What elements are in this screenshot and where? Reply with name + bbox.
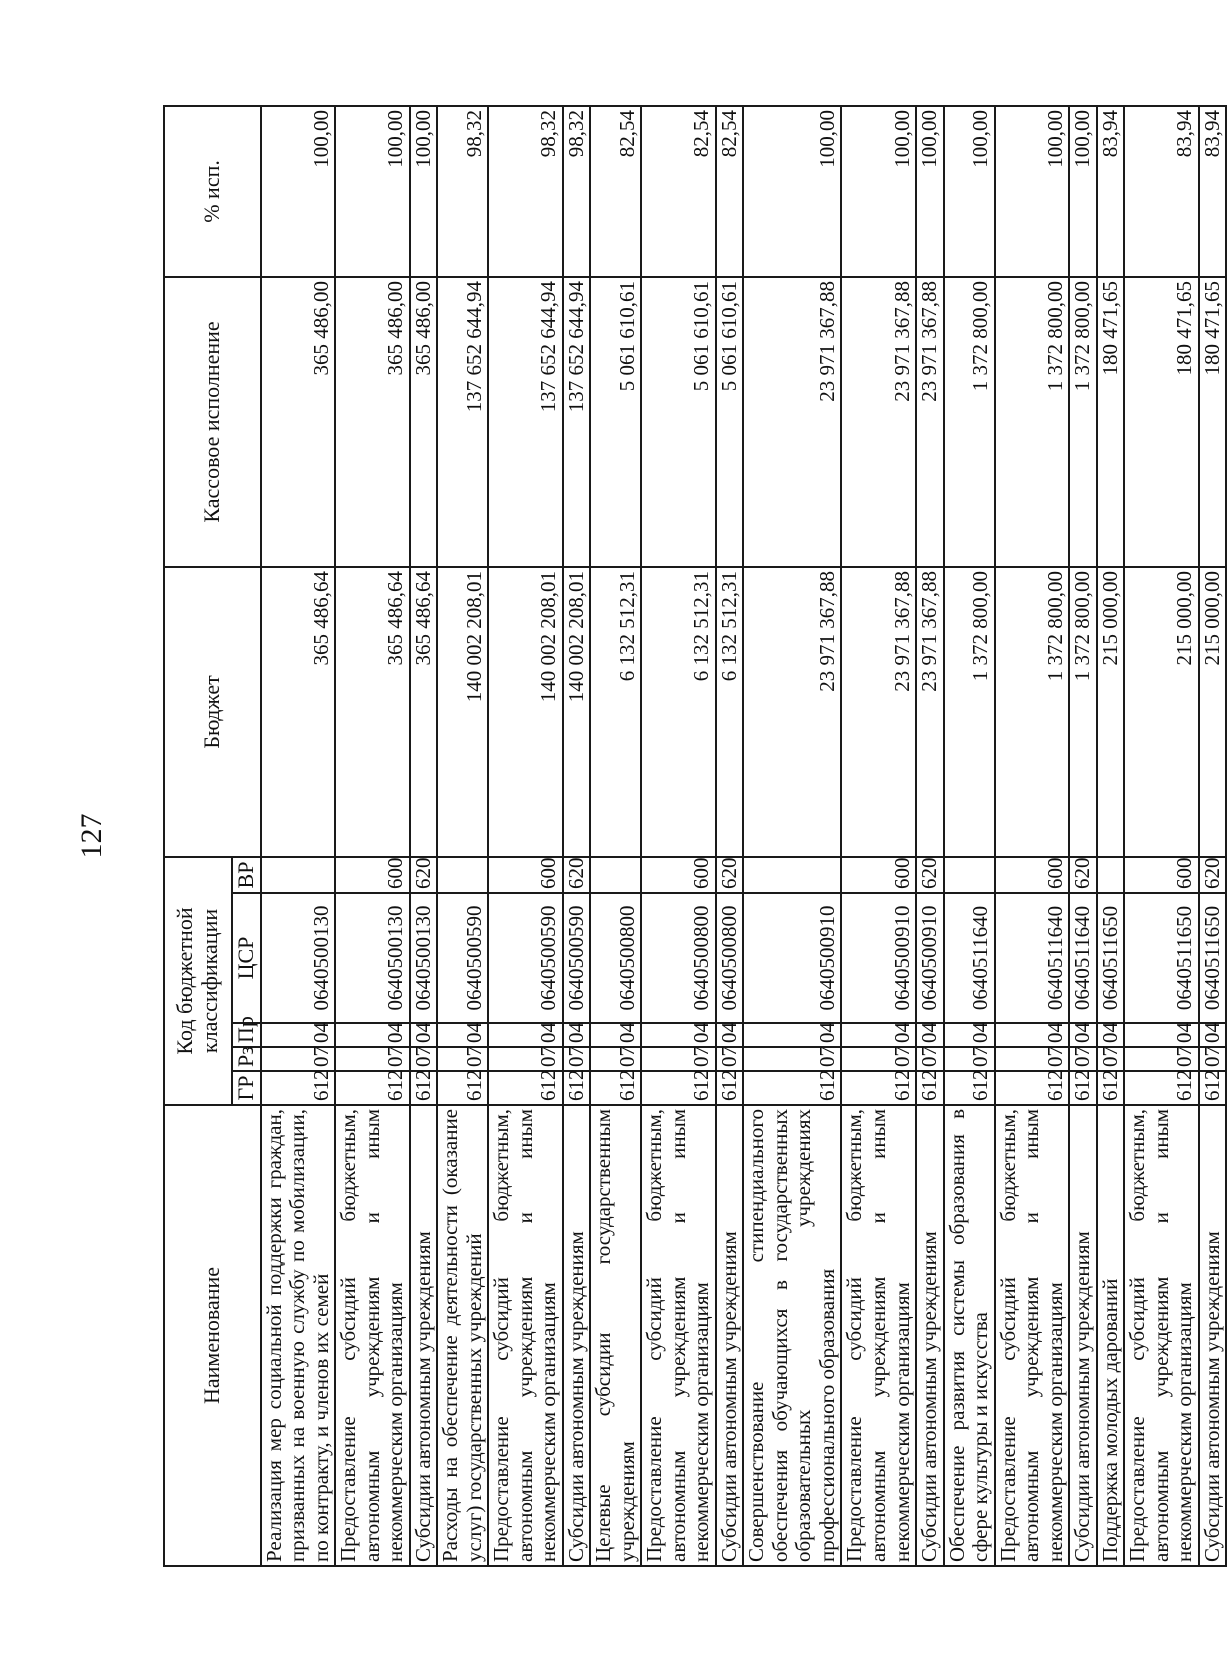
- table-cell-pct: 82,54: [641, 106, 716, 277]
- table-cell-vr: [590, 857, 641, 893]
- table-cell-name: Обеспечение развития системы образования в сфере культуры и искусства: [944, 1105, 995, 1566]
- table-cell-rz: 07: [916, 1047, 944, 1071]
- table-cell-csr: 0640500910: [841, 893, 916, 1023]
- table-cell-gr: 612: [437, 1071, 488, 1105]
- table-cell-name: Целевые субсидии государственным учреждениям: [590, 1105, 641, 1566]
- table-cell-rz: 07: [995, 1047, 1070, 1071]
- table-cell-vr: [261, 857, 336, 893]
- table-cell-gr: 612: [916, 1071, 944, 1105]
- table-cell-gr: 612: [641, 1071, 716, 1105]
- table-cell-name: Совершенствование стипендиального обеспечения обучающихся в государственных образовательных учреждениях профессионального образования: [743, 1105, 841, 1566]
- table-cell-rz: 07: [1097, 1047, 1125, 1071]
- table-cell-cash: 180 471,65: [1124, 277, 1199, 567]
- table-cell-budget: 1 372 800,00: [1069, 567, 1097, 857]
- table-cell-gr: 612: [1069, 1071, 1097, 1105]
- table-cell-rz: 07: [563, 1047, 591, 1071]
- table-cell-vr: 620: [1199, 857, 1227, 893]
- table-row: [841, 106, 916, 1566]
- table-cell-cash: 137 652 644,94: [488, 277, 563, 567]
- table-cell-budget: 23 971 367,88: [841, 567, 916, 857]
- table-cell-csr: 0640500590: [488, 893, 563, 1023]
- rotated-table-container: [163, 107, 1224, 1567]
- table-cell-csr: 0640511650: [1097, 893, 1125, 1023]
- table-cell-cash: 180 471,65: [1097, 277, 1125, 567]
- table-cell-csr: 0640500910: [916, 893, 944, 1023]
- table-cell-name: Поддержка молодых дарований: [1097, 1105, 1125, 1566]
- table-row: [437, 106, 488, 1566]
- header-name: Наименование: [164, 1105, 261, 1566]
- table-row: [1199, 106, 1227, 1566]
- header-budget: Бюджет: [164, 567, 261, 857]
- table-cell-pct: 83,94: [1124, 106, 1199, 277]
- header-pr: Пр: [232, 1023, 261, 1047]
- table-cell-name: Расходы на обеспечение деятельности (оказание услуг) государственных учреждений: [437, 1105, 488, 1566]
- table-cell-rz: 07: [410, 1047, 438, 1071]
- table-cell-name: Субсидии автономным учреждениям: [916, 1105, 944, 1566]
- table-cell-pct: 98,32: [437, 106, 488, 277]
- table-cell-cash: 23 971 367,88: [743, 277, 841, 567]
- table-row: [743, 106, 841, 1566]
- table-cell-budget: 23 971 367,88: [743, 567, 841, 857]
- page-number: 127: [75, 813, 108, 859]
- header-rz: Рз: [232, 1047, 261, 1071]
- table-cell-pr: 04: [335, 1023, 410, 1047]
- table-cell-pct: 100,00: [261, 106, 336, 277]
- table-cell-rz: 07: [590, 1047, 641, 1071]
- table-row: [916, 106, 944, 1566]
- table-cell-pr: 04: [563, 1023, 591, 1047]
- table-row: [641, 106, 716, 1566]
- table-cell-pr: 04: [944, 1023, 995, 1047]
- table-cell-cash: 5 061 610,61: [716, 277, 744, 567]
- table-cell-gr: 612: [1097, 1071, 1125, 1105]
- table-cell-rz: 07: [841, 1047, 916, 1071]
- table-row: [335, 106, 410, 1566]
- table-cell-csr: 0640511640: [995, 893, 1070, 1023]
- table-cell-pr: 04: [410, 1023, 438, 1047]
- table-cell-name: Субсидии автономным учреждениям: [563, 1105, 591, 1566]
- table-cell-name: Субсидии автономным учреждениям: [1069, 1105, 1097, 1566]
- header-pct: % исп.: [164, 106, 261, 277]
- table-cell-budget: 140 002 208,01: [437, 567, 488, 857]
- table-cell-csr: 0640500800: [716, 893, 744, 1023]
- table-cell-vr: [944, 857, 995, 893]
- table-cell-pr: 04: [1097, 1023, 1125, 1047]
- table-cell-vr: 620: [410, 857, 438, 893]
- table-row: [995, 106, 1070, 1566]
- header-cash: Кассовое исполнение: [164, 277, 261, 567]
- table-cell-rz: 07: [1069, 1047, 1097, 1071]
- table-cell-gr: 612: [743, 1071, 841, 1105]
- table-cell-rz: 07: [641, 1047, 716, 1071]
- table-cell-pr: 04: [488, 1023, 563, 1047]
- table-cell-cash: 5 061 610,61: [641, 277, 716, 567]
- table-cell-csr: 0640500590: [437, 893, 488, 1023]
- table-cell-gr: 612: [563, 1071, 591, 1105]
- table-cell-budget: 140 002 208,01: [488, 567, 563, 857]
- table-cell-vr: 620: [716, 857, 744, 893]
- table-cell-gr: 612: [1124, 1071, 1199, 1105]
- table-cell-budget: 6 132 512,31: [641, 567, 716, 857]
- table-cell-pct: 98,32: [488, 106, 563, 277]
- table-cell-pr: 04: [1199, 1023, 1227, 1047]
- table-cell-rz: 07: [716, 1047, 744, 1071]
- table-cell-rz: 07: [743, 1047, 841, 1071]
- table-cell-budget: 365 486,64: [410, 567, 438, 857]
- table-cell-vr: [743, 857, 841, 893]
- header-csr: ЦСР: [232, 893, 261, 1023]
- table-cell-pr: 04: [641, 1023, 716, 1047]
- table-cell-budget: 215 000,00: [1199, 567, 1227, 857]
- table-cell-csr: 0640511640: [944, 893, 995, 1023]
- table-cell-vr: [437, 857, 488, 893]
- table-cell-csr: 0640500130: [261, 893, 336, 1023]
- table-cell-pr: 04: [261, 1023, 336, 1047]
- table-cell-vr: 600: [841, 857, 916, 893]
- table-cell-csr: 0640500910: [743, 893, 841, 1023]
- table-cell-pr: 04: [743, 1023, 841, 1047]
- table-cell-budget: 23 971 367,88: [916, 567, 944, 857]
- table-cell-name: Предоставление субсидий бюджетным, автономным учреждениям и иным некоммерческим организациям: [995, 1105, 1070, 1566]
- table-cell-cash: 23 971 367,88: [841, 277, 916, 567]
- table-cell-gr: 612: [1199, 1071, 1227, 1105]
- table-cell-csr: 0640500130: [410, 893, 438, 1023]
- table-cell-budget: 6 132 512,31: [590, 567, 641, 857]
- table-cell-name: Субсидии автономным учреждениям: [716, 1105, 744, 1566]
- table-cell-rz: 07: [1199, 1047, 1227, 1071]
- table-cell-budget: 140 002 208,01: [563, 567, 591, 857]
- table-cell-cash: 23 971 367,88: [916, 277, 944, 567]
- table-cell-pct: 98,32: [563, 106, 591, 277]
- table-cell-gr: 612: [944, 1071, 995, 1105]
- table-cell-cash: 365 486,00: [261, 277, 336, 567]
- budget-table: [163, 105, 1227, 1567]
- table-cell-pct: 83,94: [1097, 106, 1125, 277]
- table-cell-vr: 620: [563, 857, 591, 893]
- table-row: [488, 106, 563, 1566]
- table-cell-pct: 100,00: [916, 106, 944, 277]
- table-cell-cash: 1 372 800,00: [995, 277, 1070, 567]
- table-cell-pr: 04: [995, 1023, 1070, 1047]
- table-cell-rz: 07: [944, 1047, 995, 1071]
- table-row: [590, 106, 641, 1566]
- table-row: [944, 106, 995, 1566]
- table-cell-vr: 600: [1124, 857, 1199, 893]
- table-row: [1097, 106, 1125, 1566]
- table-row: [261, 106, 336, 1566]
- table-cell-pct: 100,00: [841, 106, 916, 277]
- table-cell-vr: 600: [641, 857, 716, 893]
- table-cell-pct: 100,00: [743, 106, 841, 277]
- table-cell-pct: 100,00: [944, 106, 995, 277]
- table-cell-budget: 365 486,64: [335, 567, 410, 857]
- table-cell-name: Предоставление субсидий бюджетным, автономным учреждениям и иным некоммерческим организациям: [841, 1105, 916, 1566]
- table-cell-gr: 612: [335, 1071, 410, 1105]
- table-cell-pr: 04: [841, 1023, 916, 1047]
- table-row: [1069, 106, 1097, 1566]
- header-gr: ГР: [232, 1071, 261, 1105]
- table-cell-pct: 100,00: [995, 106, 1070, 277]
- table-row: [410, 106, 438, 1566]
- table-cell-gr: 612: [716, 1071, 744, 1105]
- table-cell-csr: 0640511640: [1069, 893, 1097, 1023]
- table-cell-gr: 612: [995, 1071, 1070, 1105]
- table-cell-vr: 600: [335, 857, 410, 893]
- table-cell-budget: 1 372 800,00: [944, 567, 995, 857]
- table-cell-vr: [1097, 857, 1125, 893]
- table-cell-name: Субсидии автономным учреждениям: [1199, 1105, 1227, 1566]
- table-cell-cash: 180 471,65: [1199, 277, 1227, 567]
- table-cell-gr: 612: [590, 1071, 641, 1105]
- table-row: [716, 106, 744, 1566]
- table-cell-csr: 0640500590: [563, 893, 591, 1023]
- table-cell-name: Предоставление субсидий бюджетным, автономным учреждениям и иным некоммерческим организациям: [488, 1105, 563, 1566]
- table-cell-csr: 0640500130: [335, 893, 410, 1023]
- table-cell-name: Реализация мер социальной поддержки граждан, призванных на военную службу по мобилизации, по контракту, и членов их семей: [261, 1105, 336, 1566]
- table-cell-pr: 04: [437, 1023, 488, 1047]
- table-cell-rz: 07: [261, 1047, 336, 1071]
- table-cell-cash: 365 486,00: [410, 277, 438, 567]
- table-body: [261, 106, 1227, 1566]
- table-cell-cash: 5 061 610,61: [590, 277, 641, 567]
- table-cell-rz: 07: [437, 1047, 488, 1071]
- table-cell-pr: 04: [716, 1023, 744, 1047]
- table-cell-pct: 100,00: [1069, 106, 1097, 277]
- table-cell-name: Предоставление субсидий бюджетным, автономным учреждениям и иным некоммерческим организациям: [641, 1105, 716, 1566]
- table-cell-csr: 0640511650: [1199, 893, 1227, 1023]
- table-cell-budget: 215 000,00: [1124, 567, 1199, 857]
- table-cell-pct: 100,00: [410, 106, 438, 277]
- table-cell-rz: 07: [488, 1047, 563, 1071]
- header-code-group: Код бюджетной классификации: [164, 857, 232, 1105]
- table-cell-pct: 83,94: [1199, 106, 1227, 277]
- table-cell-cash: 137 652 644,94: [437, 277, 488, 567]
- table-cell-gr: 612: [488, 1071, 563, 1105]
- table-cell-gr: 612: [261, 1071, 336, 1105]
- table-cell-csr: 0640500800: [590, 893, 641, 1023]
- table-cell-pr: 04: [916, 1023, 944, 1047]
- table-cell-csr: 0640500800: [641, 893, 716, 1023]
- table-cell-pct: 82,54: [590, 106, 641, 277]
- table-row: [563, 106, 591, 1566]
- table-cell-name: Предоставление субсидий бюджетным, автономным учреждениям и иным некоммерческим организациям: [335, 1105, 410, 1566]
- table-cell-budget: 365 486,64: [261, 567, 336, 857]
- table-cell-pct: 100,00: [335, 106, 410, 277]
- table-cell-budget: 6 132 512,31: [716, 567, 744, 857]
- table-cell-pr: 04: [1124, 1023, 1199, 1047]
- table-cell-cash: 365 486,00: [335, 277, 410, 567]
- table-cell-vr: 600: [488, 857, 563, 893]
- table-cell-gr: 612: [841, 1071, 916, 1105]
- table-cell-vr: 620: [916, 857, 944, 893]
- table-cell-pr: 04: [590, 1023, 641, 1047]
- table-cell-gr: 612: [410, 1071, 438, 1105]
- table-cell-pr: 04: [1069, 1023, 1097, 1047]
- table-cell-name: Субсидии автономным учреждениям: [410, 1105, 438, 1566]
- table-cell-rz: 07: [335, 1047, 410, 1071]
- table-cell-name: Предоставление субсидий бюджетным, автономным учреждениям и иным некоммерческим организациям: [1124, 1105, 1199, 1566]
- table-cell-csr: 0640511650: [1124, 893, 1199, 1023]
- table-cell-budget: 215 000,00: [1097, 567, 1125, 857]
- table-cell-cash: 137 652 644,94: [563, 277, 591, 567]
- table-cell-pct: 82,54: [716, 106, 744, 277]
- table-row: [1124, 106, 1199, 1566]
- table-cell-budget: 1 372 800,00: [995, 567, 1070, 857]
- table-cell-vr: 620: [1069, 857, 1097, 893]
- table-cell-rz: 07: [1124, 1047, 1199, 1071]
- table-cell-cash: 1 372 800,00: [944, 277, 995, 567]
- table-cell-vr: 600: [995, 857, 1070, 893]
- table-cell-cash: 1 372 800,00: [1069, 277, 1097, 567]
- header-vr: ВР: [232, 857, 261, 893]
